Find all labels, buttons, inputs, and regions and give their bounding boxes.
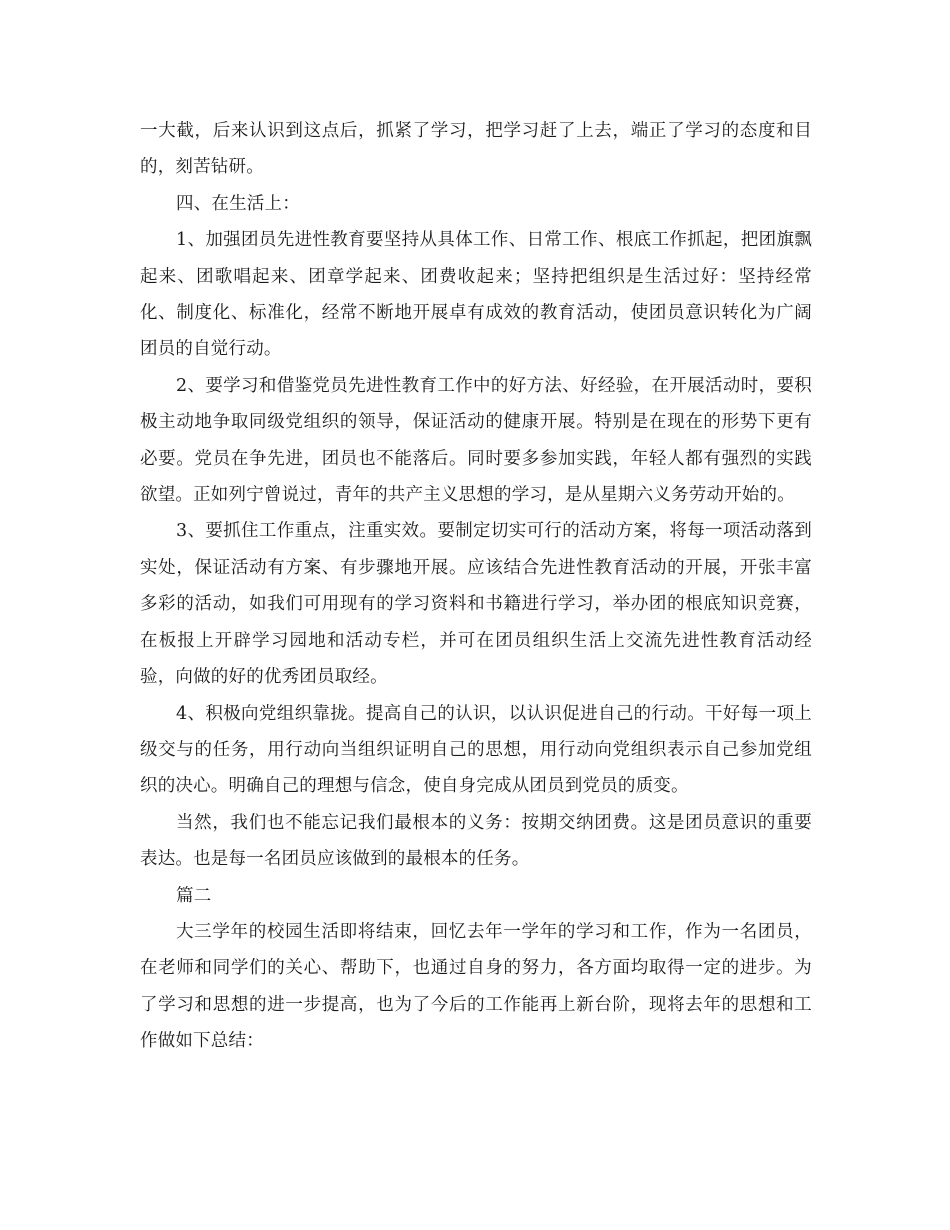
paragraph-item-1: 1、加强团员先进性教育要坚持从具体工作、日常工作、根底工作抓起，把团旗飘起来、团歌唱起来、团章学起来、团费收起来；坚持把组织是生活过好：坚持经常化、制度化、标准化，经常不断地开展卓有成效的教育活动，使团员意识转化为广阔团员的自觉行动。 (140, 230, 812, 360)
document-body (140, 113, 812, 1060)
section-heading-life: 四、在生活上： (176, 193, 300, 214)
paragraph-continuation: 一大截，后来认识到这点后，抓紧了学习，把学习赶了上去，端正了学习的态度和目的，刻苦钻研。 (140, 121, 812, 178)
paragraph-conclusion: 当然，我们也不能忘记我们最根本的义务：按期交纳团费。这是团员意识的重要表达。也是每一名团员应该做到的最根本的任务。 (140, 812, 812, 870)
section-heading-part-two: 篇二 (176, 885, 212, 906)
paragraph-item-3: 3、要抓住工作重点，注重实效。要制定切实可行的活动方案，将每一项活动落到实处，保证活动有方案、有步骤地开展。应该结合先进性教育活动的开展，开张丰富多彩的活动，如我们可用现有的学习资料和书籍进行学习，举办团的根底知识竞赛，在板报上开辟学习园地和活动专栏，并可在团员组织生活上交流先进性教育活动经验，向做的好的优秀团员取经。 (140, 521, 812, 688)
paragraph-item-4: 4、积极向党组织靠拢。提高自己的认识，以认识促进自己的行动。干好每一项上级交与的任务，用行动向当组织证明自己的思想，用行动向党组织表示自己参加党组织的决心。明确自己的理想与信念，使自身完成从团员到党员的质变。 (140, 703, 812, 797)
paragraph-item-2: 2、要学习和借鉴党员先进性教育工作中的好方法、好经验，在开展活动时，要积极主动地争取同级党组织的领导，保证活动的健康开展。特别是在现在的形势下更有必要。党员在争先进，团员也不能落后。同时要多参加实践，年轻人都有强烈的实践欲望。正如列宁曾说过，青年的共产主义思想的学习，是从星期六义务劳动开始的。 (140, 375, 812, 506)
paragraph-part-two-intro: 大三学年的校园生活即将结束，回忆去年一学年的学习和工作，作为一名团员，在老师和同学们的关心、帮助下，也通过自身的努力，各方面均取得一定的进步。为了学习和思想的进一步提高，也为了今后的工作能再上新台阶，现将去年的思想和工作做如下总结： (140, 921, 812, 1052)
